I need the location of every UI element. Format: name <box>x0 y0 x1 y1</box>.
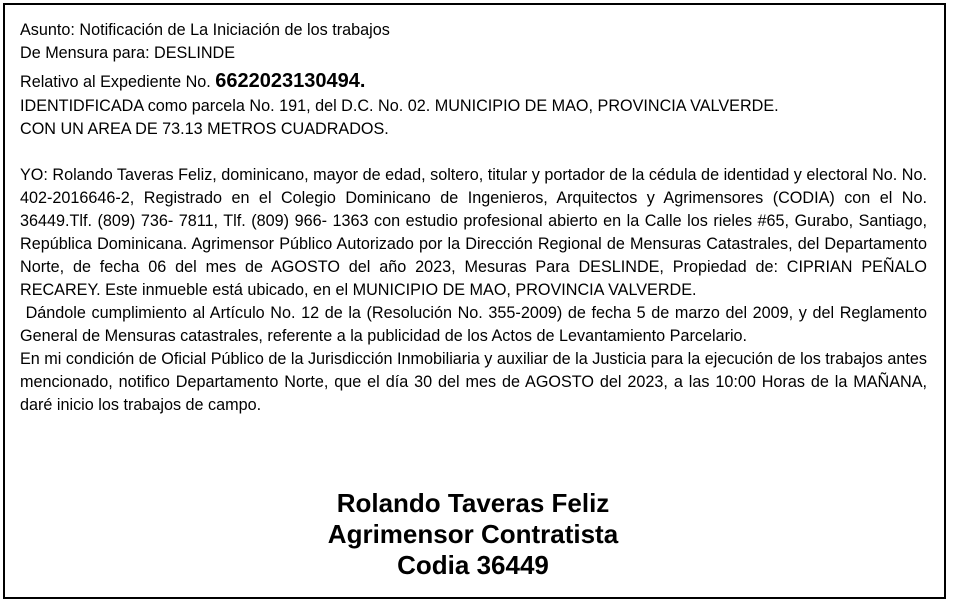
survey-type-line: De Mensura para: DESLINDE <box>20 44 236 62</box>
surveyor-declaration-paragraph: YO: Rolando Taveras Feliz, dominicano, mayor de edad, soltero, titular y portador de la cédula de identidad y electoral No. No. 402-2016646-2, Registrado en el Colegio Dominicano de Ingenieros, Arquitectos y Agrimensores (CODIA) con el No. 36449.Tlf. (809) 736- 7811, Tlf. (809) 966- 1363 con estudio profesional abierto en la Calle los rieles #65, Gurabo, Santiago, República Dominicana. Agrimensor Público Autorizado por la Dirección Regional de Mensuras Catastrales, del Departamento Norte, de fecha 06 del mes de AGOSTO del año 2023, Mesuras Para DESLINDE, Propiedad de: CIPRIAN PEÑALO RECAREY. Este inmueble está ubicado, en el MUNICIPIO DE MAO, PROVINCIA VALVERDE. <box>20 166 927 299</box>
subject-line: Asunto: Notificación de La Iniciación de los trabajos <box>20 21 390 39</box>
legal-basis-paragraph: Dándole cumplimiento al Artículo No. 12 de la (Resolución No. 355-2009) de fecha 5 de marzo del 2009, y del Reglamento General de Mensuras catastrales, referente a la publicidad de los Actos de Levantamiento Parcelario. <box>20 304 927 345</box>
expediente-line <box>20 68 927 95</box>
signatory-title: Agrimensor Contratista <box>327 519 619 549</box>
expediente-number: 6622023130494. <box>215 70 366 92</box>
expediente-label: Relativo al Expediente No. <box>20 73 216 91</box>
spacer <box>20 141 927 164</box>
notice-body <box>20 19 927 417</box>
parcel-identification: IDENTIDFICADA como parcela No. 191, del D.C. No. 02. MUNICIPIO DE MAO, PROVINCIA VALVERDE. <box>20 97 779 115</box>
signatory-codia: Codia 36449 <box>397 550 549 580</box>
signatory-name: Rolando Taveras Feliz <box>336 488 610 518</box>
signature-block <box>0 488 946 581</box>
parcel-area: CON UN AREA DE 73.13 METROS CUADRADOS. <box>20 120 389 138</box>
notification-paragraph: En mi condición de Oficial Público de la Jurisdicción Inmobiliaria y auxiliar de la Justicia para la ejecución de los trabajos antes mencionado, notifico Departamento Norte, que el día 30 del mes de AGOSTO del 2023, a las 10:00 Horas de la MAÑANA, daré inicio los trabajos de campo. <box>20 350 927 414</box>
